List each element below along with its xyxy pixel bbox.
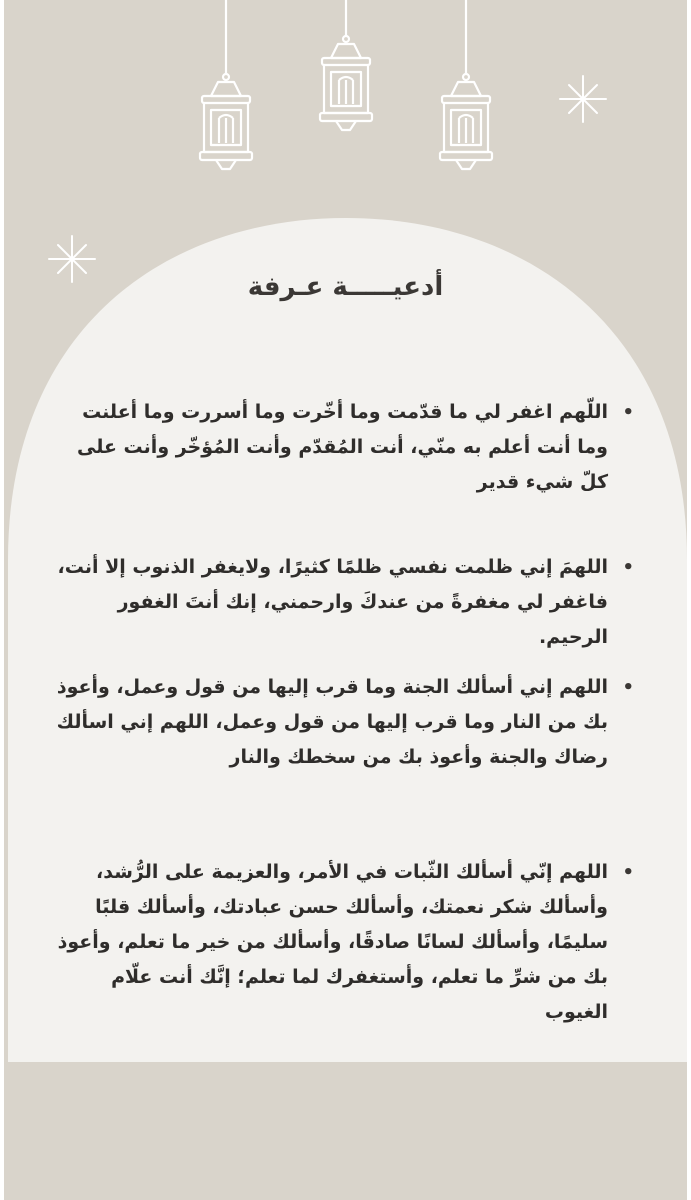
dua-text: اللّهم اغفر لي ما قدّمت وما أخّرت وما أسررت وما أعلنت وما أنت أعلم به منّي، أنت المُقدّم وأنت المُؤخّر وأنت على كلّ شيء قدير bbox=[76, 401, 608, 493]
bullet-icon: • bbox=[622, 557, 634, 578]
dua-text: اللهم إنّي أسألك الثّبات في الأمر، والعزيمة على الرُّشد، وأسألك شكر نعمتك، وأسألك حسن عبادتك، وأسألك قلبًا سليمًا، وأسألك لسانًا صادقًا، وأسألك من خير ما تعلم، وأعوذ بك من شرِّ ما تعلم، وأستغفرك لما تعلم؛ إنَّك أنت علّام الغيوب bbox=[57, 861, 608, 1023]
dua-text: اللهمَ إني ظلمت نفسي ظلمًا كثيرًا، ولايغفر الذنوب إلا أنت، فاغفر لي مغفرةً من عندكَ وارحمني، إنك أنتَ الغفور الرحيم. bbox=[57, 556, 608, 648]
lantern-icon bbox=[440, 0, 492, 169]
sparkle-star-icon bbox=[560, 76, 606, 122]
bullet-icon: • bbox=[622, 677, 634, 698]
list-item bbox=[48, 855, 634, 1030]
list-item bbox=[48, 670, 634, 775]
page-title: أدعيـــــة عـرفة bbox=[247, 272, 444, 302]
bullet-icon: • bbox=[622, 402, 634, 423]
dua-text: اللهم إني أسألك الجنة وما قرب إليها من قول وعمل، وأعوذ بك من النار وما قرب إليها من قول وعمل، اللهم إني اسألك رضاك والجنة وأعوذ بك من سخطك والنار bbox=[56, 676, 608, 768]
bullet-icon: • bbox=[622, 862, 634, 883]
lantern-icon bbox=[200, 0, 252, 169]
dua-card bbox=[4, 0, 687, 1200]
lantern-icon bbox=[320, 0, 372, 130]
list-item bbox=[48, 550, 634, 655]
list-item bbox=[48, 395, 634, 500]
